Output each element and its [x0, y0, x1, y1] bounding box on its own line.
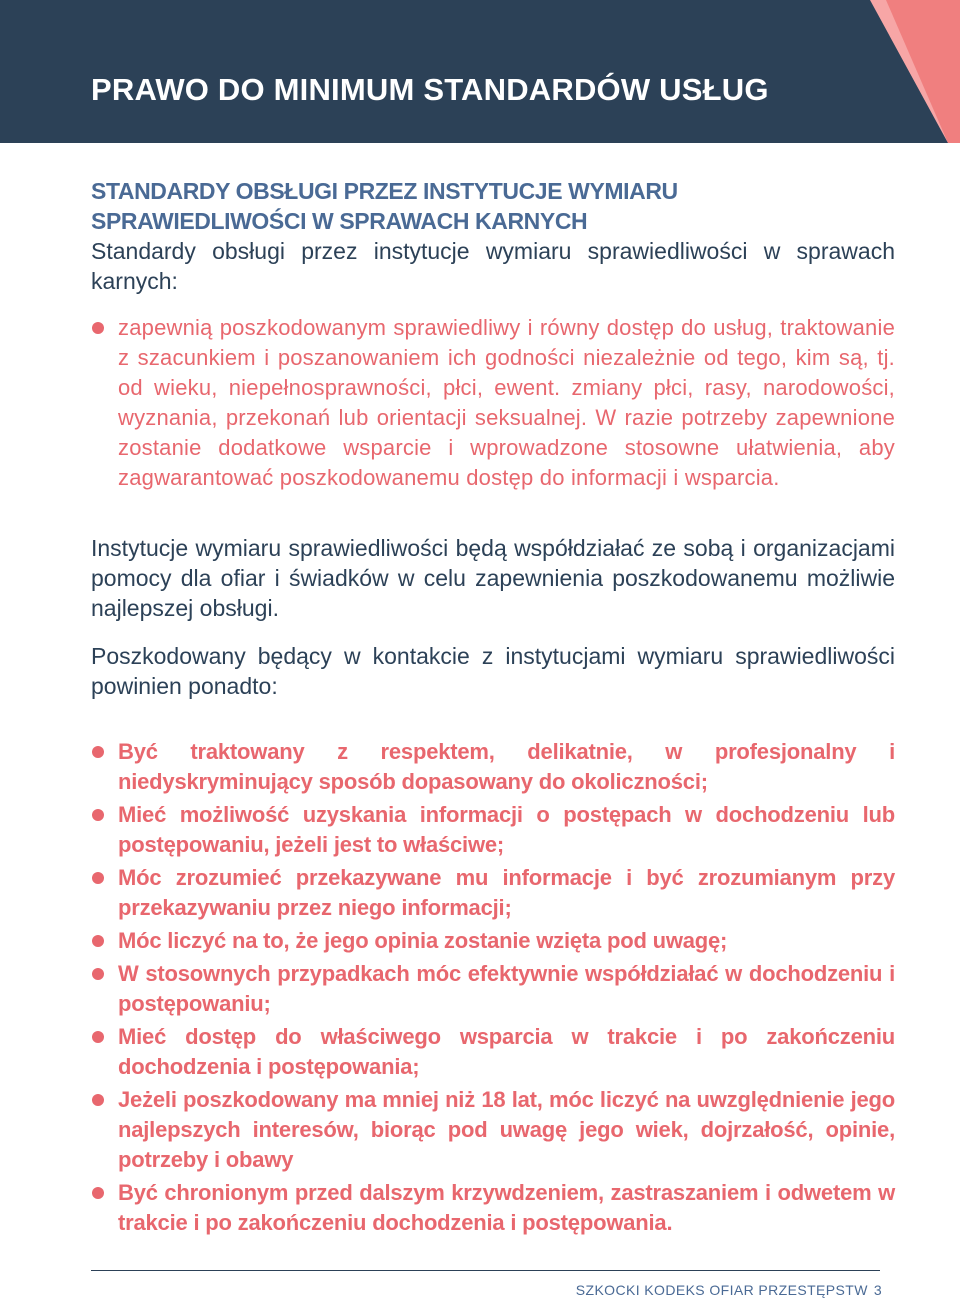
list-item	[91, 863, 895, 923]
footer	[576, 1282, 882, 1298]
bullet-dot-icon	[92, 872, 104, 884]
list-item-text: Móc liczyć na to, że jego opinia zostanie wzięta pod uwagę;	[118, 928, 728, 953]
list-item	[91, 959, 895, 1019]
main-content	[91, 176, 895, 1241]
bullet-list-standards	[91, 313, 895, 493]
bullet-dot-icon	[92, 1094, 104, 1106]
corner-decoration-icon	[870, 0, 960, 143]
bullet-dot-icon	[92, 322, 104, 334]
list-item-text: Być chronionym przed dalszym krzywdzeniem, zastraszaniem i odwetem w trakcie i po zakończeniu dochodzenia i postępowania.	[118, 1180, 895, 1235]
list-item-text: zapewnią poszkodowanym sprawiedliwy i równy dostęp do usług, traktowanie z szacunkiem i poszanowaniem ich godności niezależnie od tego, kim są, tj. od wieku, niepełnosprawności, płci, ewent. zmiany płci, rasy, narodowości, wyznania, przekonań lub orientacji seksualnej. W razie potrzeby zapewnione zostanie dodatkowe wsparcie i wprowadzone stosowne ułatwienia, aby zagwarantować poszkodowanemu dostęp do informacji i wsparcia.	[118, 315, 895, 490]
list-item-text: Mieć możliwość uzyskania informacji o postępach w dochodzeniu lub postępowaniu, jeżeli jest to właściwe;	[118, 802, 895, 857]
list-item-text: Mieć dostęp do właściwego wsparcia w trakcie i po zakończeniu dochodzenia i postępowania;	[118, 1024, 895, 1079]
bullet-dot-icon	[92, 1187, 104, 1199]
bullet-dot-icon	[92, 746, 104, 758]
intro-paragraph: Standardy obsługi przez instytucje wymiaru sprawiedliwości w sprawach karnych:	[91, 238, 895, 294]
list-item	[91, 1178, 895, 1238]
footer-divider	[91, 1270, 880, 1271]
section-title: STANDARDY OBSŁUGI PRZEZ INSTYTUCJE WYMIARU SPRAWIEDLIWOŚCI W SPRAWACH KARNYCH	[91, 178, 678, 234]
bullet-dot-icon	[92, 935, 104, 947]
bullet-dot-icon	[92, 809, 104, 821]
rights-intro-paragraph: Poszkodowany będący w kontakcie z instytucjami wymiaru sprawiedliwości powinien ponadto:	[91, 643, 895, 699]
list-item	[91, 313, 895, 493]
list-item	[91, 1085, 895, 1175]
page-title: PRAWO DO MINIMUM STANDARDÓW USŁUG	[91, 72, 769, 107]
list-item-text: W stosownych przypadkach móc efektywnie współdziałać w dochodzeniu i postępowaniu;	[118, 961, 895, 1016]
list-item	[91, 926, 895, 956]
bullet-dot-icon	[92, 1031, 104, 1043]
bullet-dot-icon	[92, 968, 104, 980]
header-band	[0, 0, 960, 143]
footer-title: SZKOCKI KODEKS OFIAR PRZESTĘPSTW	[575, 1282, 868, 1298]
list-item	[91, 1022, 895, 1082]
page-number: 3	[873, 1282, 882, 1298]
bullet-list-rights	[91, 737, 895, 1238]
list-item-text: Być traktowany z respektem, delikatnie, w profesjonalny i niedyskryminujący sposób dopasowany do okoliczności;	[118, 739, 895, 794]
cooperation-paragraph: Instytucje wymiaru sprawiedliwości będą współdziałać ze sobą i organizacjami pomocy dla ofiar i świadków w celu zapewnienia poszkodowanemu możliwie najlepszej obsługi.	[91, 535, 895, 621]
list-item-text: Móc zrozumieć przekazywane mu informacje i być zrozumianym przy przekazywaniu przez niego informacji;	[118, 865, 895, 920]
list-item-text: Jeżeli poszkodowany ma mniej niż 18 lat, móc liczyć na uwzględnienie jego najlepszych interesów, biorąc pod uwagę jego wiek, dojrzałość, opinie, potrzeby i obawy	[118, 1087, 895, 1172]
list-item	[91, 800, 895, 860]
list-item	[91, 737, 895, 797]
